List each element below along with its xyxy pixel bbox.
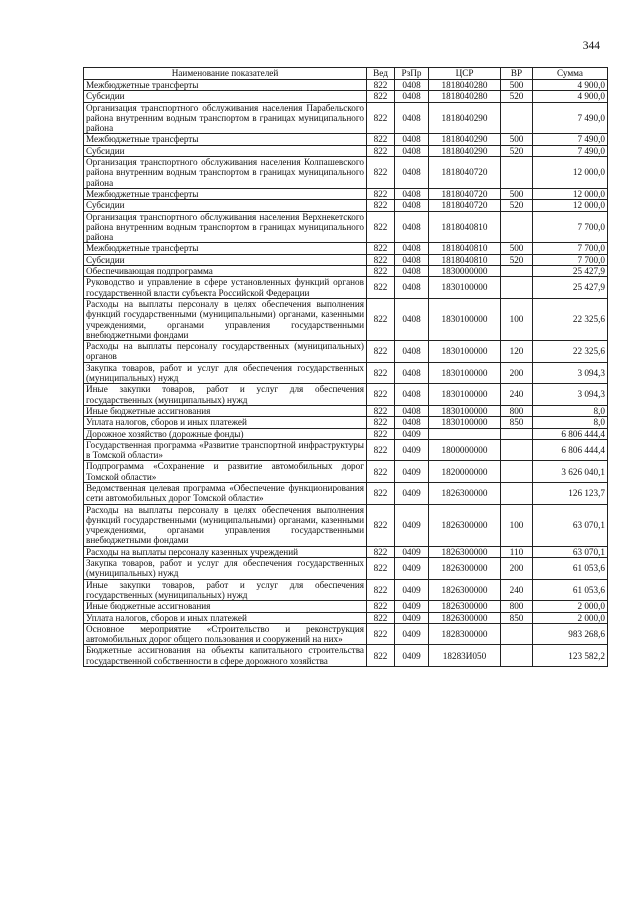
row-sum: 126 123,7 (533, 482, 608, 504)
row-vr (501, 102, 533, 134)
row-ved: 822 (367, 102, 395, 134)
row-ved: 822 (367, 266, 395, 277)
row-name: Закупка товаров, работ и услуг для обеспечения государственных (муниципальных) нужд (84, 558, 367, 580)
table-row (84, 428, 608, 439)
row-csr: 1828300000 (429, 623, 501, 645)
row-sum: 7 490,0 (533, 134, 608, 145)
row-rzpr: 0408 (395, 145, 429, 156)
row-sum: 61 053,6 (533, 579, 608, 601)
table-row (84, 645, 608, 667)
row-vr: 500 (501, 134, 533, 145)
row-name: Подпрограмма «Сохранение и развитие автомобильных дорог Томской области» (84, 461, 367, 483)
row-rzpr: 0408 (395, 91, 429, 102)
row-rzpr: 0408 (395, 188, 429, 199)
row-name: Бюджетные ассигнования на объекты капитального строительства государственной собственности в сфере дорожного хозяйства (84, 645, 367, 667)
row-vr: 800 (501, 601, 533, 612)
row-ved: 822 (367, 504, 395, 546)
row-vr: 520 (501, 145, 533, 156)
table-row (84, 558, 608, 580)
row-vr: 520 (501, 91, 533, 102)
row-name: Обеспечивающая подпрограмма (84, 266, 367, 277)
row-sum: 4 900,0 (533, 91, 608, 102)
row-sum: 7 490,0 (533, 102, 608, 134)
row-name: Уплата налогов, сборов и иных платежей (84, 417, 367, 428)
table-header-row (84, 68, 608, 80)
row-csr: 1818040810 (429, 254, 501, 265)
row-ved: 822 (367, 243, 395, 254)
row-rzpr: 0408 (395, 341, 429, 363)
table-row (84, 417, 608, 428)
row-name: Расходы на выплаты персоналу в целях обеспечения выполнения функций государственными (муниципальными) органами, казенными учреждениями, органами управления государственными внебюджетными фондами (84, 504, 367, 546)
row-sum: 63 070,1 (533, 504, 608, 546)
row-csr: 1830100000 (429, 298, 501, 340)
table-row (84, 211, 608, 243)
row-name: Организация транспортного обслуживания населения Парабельского района внутренним водным транспортом в границах муниципального района (84, 102, 367, 134)
row-ved: 822 (367, 277, 395, 299)
row-vr (501, 211, 533, 243)
row-sum: 4 900,0 (533, 80, 608, 91)
row-vr: 520 (501, 200, 533, 211)
row-csr: 1826300000 (429, 612, 501, 623)
row-vr (501, 623, 533, 645)
row-ved: 822 (367, 157, 395, 189)
row-ved: 822 (367, 461, 395, 483)
budget-table (83, 67, 608, 667)
table-row (84, 439, 608, 461)
table-row (84, 200, 608, 211)
row-rzpr: 0408 (395, 80, 429, 91)
row-csr: 1818040720 (429, 200, 501, 211)
row-rzpr: 0408 (395, 384, 429, 406)
table-row (84, 80, 608, 91)
row-name: Расходы на выплаты персоналу государственных (муниципальных) органов (84, 341, 367, 363)
table-row (84, 362, 608, 384)
row-name: Межбюджетные трансферты (84, 134, 367, 145)
row-sum: 7 490,0 (533, 145, 608, 156)
row-ved: 822 (367, 341, 395, 363)
row-ved: 822 (367, 546, 395, 557)
row-vr: 110 (501, 546, 533, 557)
row-sum: 3 626 040,1 (533, 461, 608, 483)
table-body (84, 80, 608, 667)
row-rzpr: 0409 (395, 579, 429, 601)
row-vr: 500 (501, 188, 533, 199)
row-ved: 822 (367, 200, 395, 211)
row-rzpr: 0409 (395, 601, 429, 612)
row-csr: 1830100000 (429, 417, 501, 428)
table-row (84, 504, 608, 546)
header-name: Наименование показателей (84, 68, 367, 80)
row-vr (501, 645, 533, 667)
row-rzpr: 0408 (395, 200, 429, 211)
row-csr: 1826300000 (429, 601, 501, 612)
row-vr: 100 (501, 504, 533, 546)
row-vr: 100 (501, 298, 533, 340)
row-rzpr: 0408 (395, 405, 429, 416)
row-csr: 1826300000 (429, 546, 501, 557)
row-ved: 822 (367, 601, 395, 612)
header-sum: Сумма (533, 68, 608, 80)
row-rzpr: 0408 (395, 277, 429, 299)
row-name: Уплата налогов, сборов и иных платежей (84, 612, 367, 623)
row-ved: 822 (367, 482, 395, 504)
row-sum: 25 427,9 (533, 277, 608, 299)
row-csr: 1826300000 (429, 558, 501, 580)
row-rzpr: 0408 (395, 417, 429, 428)
row-name: Организация транспортного обслуживания населения Верхнекетского района внутренним водным транспортом в границах муниципального района (84, 211, 367, 243)
table-row (84, 243, 608, 254)
row-sum: 6 806 444,4 (533, 439, 608, 461)
row-sum: 25 427,9 (533, 266, 608, 277)
table-row (84, 384, 608, 406)
row-vr (501, 482, 533, 504)
row-csr: 1826300000 (429, 504, 501, 546)
row-vr: 850 (501, 612, 533, 623)
row-name: Расходы на выплаты персоналу в целях обеспечения выполнения функций государственными (муниципальными) органами, казенными учреждениями, органами управления государственными внебюджетными фондами (84, 298, 367, 340)
row-vr (501, 461, 533, 483)
table-row (84, 341, 608, 363)
header-vr: ВР (501, 68, 533, 80)
row-ved: 822 (367, 188, 395, 199)
table-row (84, 145, 608, 156)
row-csr: 1830100000 (429, 341, 501, 363)
table-row (84, 254, 608, 265)
row-csr: 1826300000 (429, 579, 501, 601)
row-ved: 822 (367, 417, 395, 428)
row-csr: 18283И050 (429, 645, 501, 667)
row-name: Субсидии (84, 145, 367, 156)
row-vr: 120 (501, 341, 533, 363)
row-rzpr: 0409 (395, 546, 429, 557)
row-name: Расходы на выплаты персоналу казенных учреждений (84, 546, 367, 557)
row-sum: 8,0 (533, 405, 608, 416)
row-vr (501, 428, 533, 439)
header-ved: Вед (367, 68, 395, 80)
table-row (84, 612, 608, 623)
row-vr: 500 (501, 80, 533, 91)
row-sum: 22 325,6 (533, 298, 608, 340)
row-csr: 1830100000 (429, 384, 501, 406)
row-vr: 500 (501, 243, 533, 254)
row-name: Иные закупки товаров, работ и услуг для обеспечения государственных (муниципальных) нужд (84, 579, 367, 601)
row-sum: 22 325,6 (533, 341, 608, 363)
row-rzpr: 0409 (395, 612, 429, 623)
row-sum: 7 700,0 (533, 243, 608, 254)
row-vr: 800 (501, 405, 533, 416)
row-sum: 12 000,0 (533, 200, 608, 211)
row-ved: 822 (367, 405, 395, 416)
row-sum: 61 053,6 (533, 558, 608, 580)
row-csr: 1818040290 (429, 145, 501, 156)
row-vr: 520 (501, 254, 533, 265)
row-csr: 1818040720 (429, 188, 501, 199)
table-row (84, 91, 608, 102)
row-ved: 822 (367, 362, 395, 384)
row-sum: 2 000,0 (533, 612, 608, 623)
row-name: Межбюджетные трансферты (84, 80, 367, 91)
table-row (84, 266, 608, 277)
row-vr (501, 277, 533, 299)
row-sum: 3 094,3 (533, 384, 608, 406)
row-csr: 1830100000 (429, 362, 501, 384)
row-rzpr: 0408 (395, 243, 429, 254)
row-ved: 822 (367, 145, 395, 156)
row-sum: 7 700,0 (533, 254, 608, 265)
row-name: Межбюджетные трансферты (84, 243, 367, 254)
table-row (84, 277, 608, 299)
row-sum: 8,0 (533, 417, 608, 428)
row-rzpr: 0409 (395, 428, 429, 439)
table-row (84, 157, 608, 189)
row-vr: 200 (501, 362, 533, 384)
table-row (84, 188, 608, 199)
table-row (84, 134, 608, 145)
row-csr: 1818040810 (429, 243, 501, 254)
row-rzpr: 0408 (395, 266, 429, 277)
row-ved: 822 (367, 211, 395, 243)
row-name: Государственная программа «Развитие транспортной инфраструктуры в Томской области» (84, 439, 367, 461)
row-vr: 240 (501, 384, 533, 406)
row-vr (501, 157, 533, 189)
row-sum: 983 268,6 (533, 623, 608, 645)
row-sum: 12 000,0 (533, 188, 608, 199)
row-vr: 850 (501, 417, 533, 428)
row-csr: 1800000000 (429, 439, 501, 461)
row-name: Закупка товаров, работ и услуг для обеспечения государственных (муниципальных) нужд (84, 362, 367, 384)
row-name: Иные бюджетные ассигнования (84, 405, 367, 416)
table-row (84, 102, 608, 134)
row-csr: 1818040720 (429, 157, 501, 189)
table-row (84, 546, 608, 557)
row-csr: 1830100000 (429, 405, 501, 416)
row-ved: 822 (367, 623, 395, 645)
row-sum: 6 806 444,4 (533, 428, 608, 439)
table-row (84, 482, 608, 504)
row-rzpr: 0408 (395, 157, 429, 189)
row-rzpr: 0409 (395, 645, 429, 667)
row-ved: 822 (367, 439, 395, 461)
row-csr: 1826300000 (429, 482, 501, 504)
row-sum: 12 000,0 (533, 157, 608, 189)
row-ved: 822 (367, 645, 395, 667)
row-ved: 822 (367, 91, 395, 102)
table-row (84, 579, 608, 601)
row-ved: 822 (367, 558, 395, 580)
row-name: Организация транспортного обслуживания населения Колпашевского района внутренним водным транспортом в границах муниципального района (84, 157, 367, 189)
row-csr: 1820000000 (429, 461, 501, 483)
row-csr: 1818040290 (429, 102, 501, 134)
row-ved: 822 (367, 298, 395, 340)
row-sum: 123 582,2 (533, 645, 608, 667)
row-csr: 1818040290 (429, 134, 501, 145)
table-row (84, 405, 608, 416)
row-sum: 2 000,0 (533, 601, 608, 612)
row-ved: 822 (367, 612, 395, 623)
row-name: Дорожное хозяйство (дорожные фонды) (84, 428, 367, 439)
row-rzpr: 0408 (395, 211, 429, 243)
row-vr (501, 266, 533, 277)
row-rzpr: 0408 (395, 102, 429, 134)
table-row (84, 298, 608, 340)
row-rzpr: 0409 (395, 461, 429, 483)
row-rzpr: 0409 (395, 623, 429, 645)
header-rzpr: РзПр (395, 68, 429, 80)
table-row (84, 461, 608, 483)
page-number: 344 (582, 40, 600, 52)
row-csr: 1830100000 (429, 277, 501, 299)
row-rzpr: 0408 (395, 298, 429, 340)
row-csr: 1818040810 (429, 211, 501, 243)
row-name: Иные бюджетные ассигнования (84, 601, 367, 612)
row-name: Ведомственная целевая программа «Обеспечение функционирования сети автомобильных дорог Томской области» (84, 482, 367, 504)
row-ved: 822 (367, 254, 395, 265)
row-ved: 822 (367, 80, 395, 91)
row-csr: 1830000000 (429, 266, 501, 277)
row-ved: 822 (367, 428, 395, 439)
row-rzpr: 0408 (395, 254, 429, 265)
row-csr (429, 428, 501, 439)
row-rzpr: 0409 (395, 558, 429, 580)
table-row (84, 623, 608, 645)
row-vr: 240 (501, 579, 533, 601)
header-csr: ЦСР (429, 68, 501, 80)
row-rzpr: 0409 (395, 482, 429, 504)
row-csr: 1818040280 (429, 80, 501, 91)
table-row (84, 601, 608, 612)
row-sum: 3 094,3 (533, 362, 608, 384)
row-vr: 200 (501, 558, 533, 580)
row-vr (501, 439, 533, 461)
row-name: Иные закупки товаров, работ и услуг для обеспечения государственных (муниципальных) нужд (84, 384, 367, 406)
row-name: Руководство и управление в сфере установленных функций органов государственной власти субъекта Российской Федерации (84, 277, 367, 299)
row-sum: 63 070,1 (533, 546, 608, 557)
row-rzpr: 0409 (395, 439, 429, 461)
row-ved: 822 (367, 384, 395, 406)
row-rzpr: 0408 (395, 134, 429, 145)
row-rzpr: 0409 (395, 504, 429, 546)
row-name: Межбюджетные трансферты (84, 188, 367, 199)
row-sum: 7 700,0 (533, 211, 608, 243)
row-name: Субсидии (84, 91, 367, 102)
row-name: Субсидии (84, 254, 367, 265)
row-ved: 822 (367, 579, 395, 601)
row-rzpr: 0408 (395, 362, 429, 384)
row-name: Субсидии (84, 200, 367, 211)
row-csr: 1818040280 (429, 91, 501, 102)
row-ved: 822 (367, 134, 395, 145)
row-name: Основное мероприятие «Строительство и реконструкция автомобильных дорог общего пользования и сооружений на них» (84, 623, 367, 645)
